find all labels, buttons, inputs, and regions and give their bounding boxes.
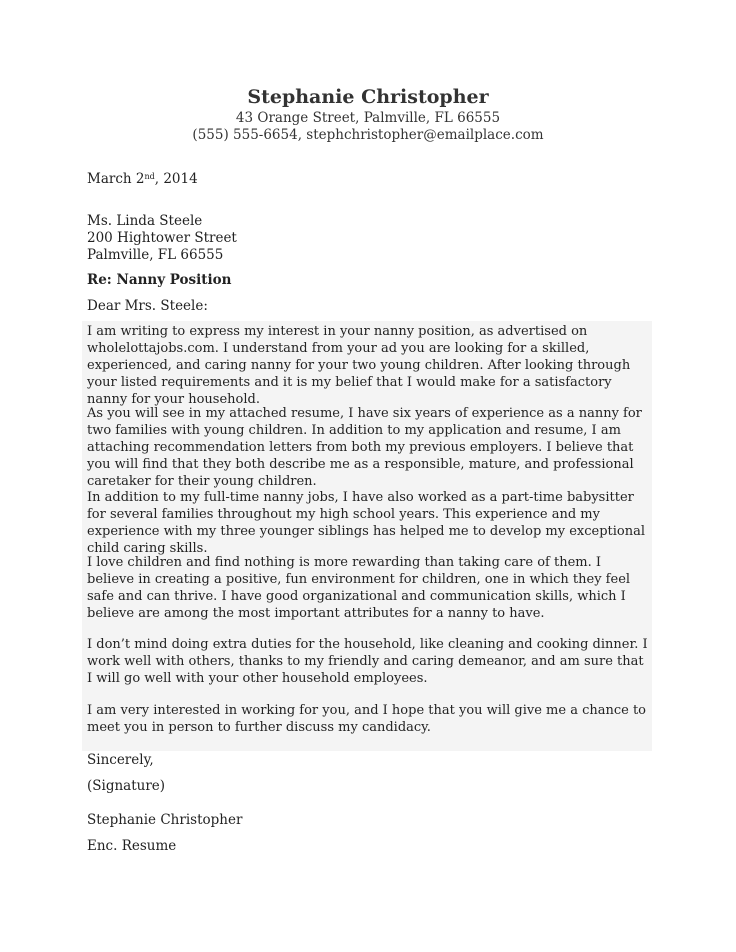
recipient-name: Ms. Linda Steele: [87, 213, 203, 229]
salutation: Dear Mrs. Steele:: [87, 298, 208, 314]
sender-contact: (555) 555-6654, stephchristopher@emailplace.com: [192, 127, 544, 143]
body-paragraph-2: As you will see in my attached resume, I have six years of experience as a nanny for two families with young children. In addition to my application and resume, I am attaching recommendation letters from both my previous employers. I believe that you will find that they both describe me as a responsible, mature, and professional caretaker for their young children.: [87, 406, 642, 489]
body-paragraph-3: In addition to my full-time nanny jobs, I have also worked as a part-time babysitter for several families throughout my high school years. This experience and my experience with my three younger siblings has helped me to develop my exceptional child caring skills.: [87, 490, 646, 556]
sender-address: 43 Orange Street, Palmville, FL 66555: [235, 110, 501, 126]
letter-date: March 2nd, 2014: [87, 171, 198, 187]
enclosure-note: Enc. Resume: [87, 838, 177, 854]
subject-line: Re: Nanny Position: [87, 272, 232, 288]
body-paragraph-4: I love children and find nothing is more rewarding than taking care of them. I believe in creating a positive, fun environment for children, one in which they feel safe and can thrive. I have good organizational and communication skills, which I believe are among the most important attributes for a nanny to have.: [87, 555, 631, 621]
signature-placeholder: (Signature): [87, 778, 166, 794]
body-paragraph-5: I don’t mind doing extra duties for the household, like cleaning and cooking dinner. I work well with others, thanks to my friendly and caring demeanor, and am sure that I will go well with your other household employees.: [87, 637, 648, 686]
sender-name: Stephanie Christopher: [247, 86, 489, 108]
recipient-city: Palmville, FL 66555: [87, 247, 224, 263]
signer-name: Stephanie Christopher: [87, 812, 243, 828]
body-paragraph-1: I am writing to express my interest in your nanny position, as advertised on wholelottajobs.com. I understand from your ad you are looking for a skilled, experienced, and caring nanny for your two young children. After looking through your listed requirements and it is my belief that I would make for a satisfactory nanny for your household.: [87, 324, 631, 407]
closing: Sincerely,: [87, 752, 154, 768]
recipient-street: 200 Hightower Street: [87, 230, 237, 246]
body-paragraph-6: I am very interested in working for you, and I hope that you will give me a chance to meet you in person to further discuss my candidacy.: [87, 703, 647, 735]
